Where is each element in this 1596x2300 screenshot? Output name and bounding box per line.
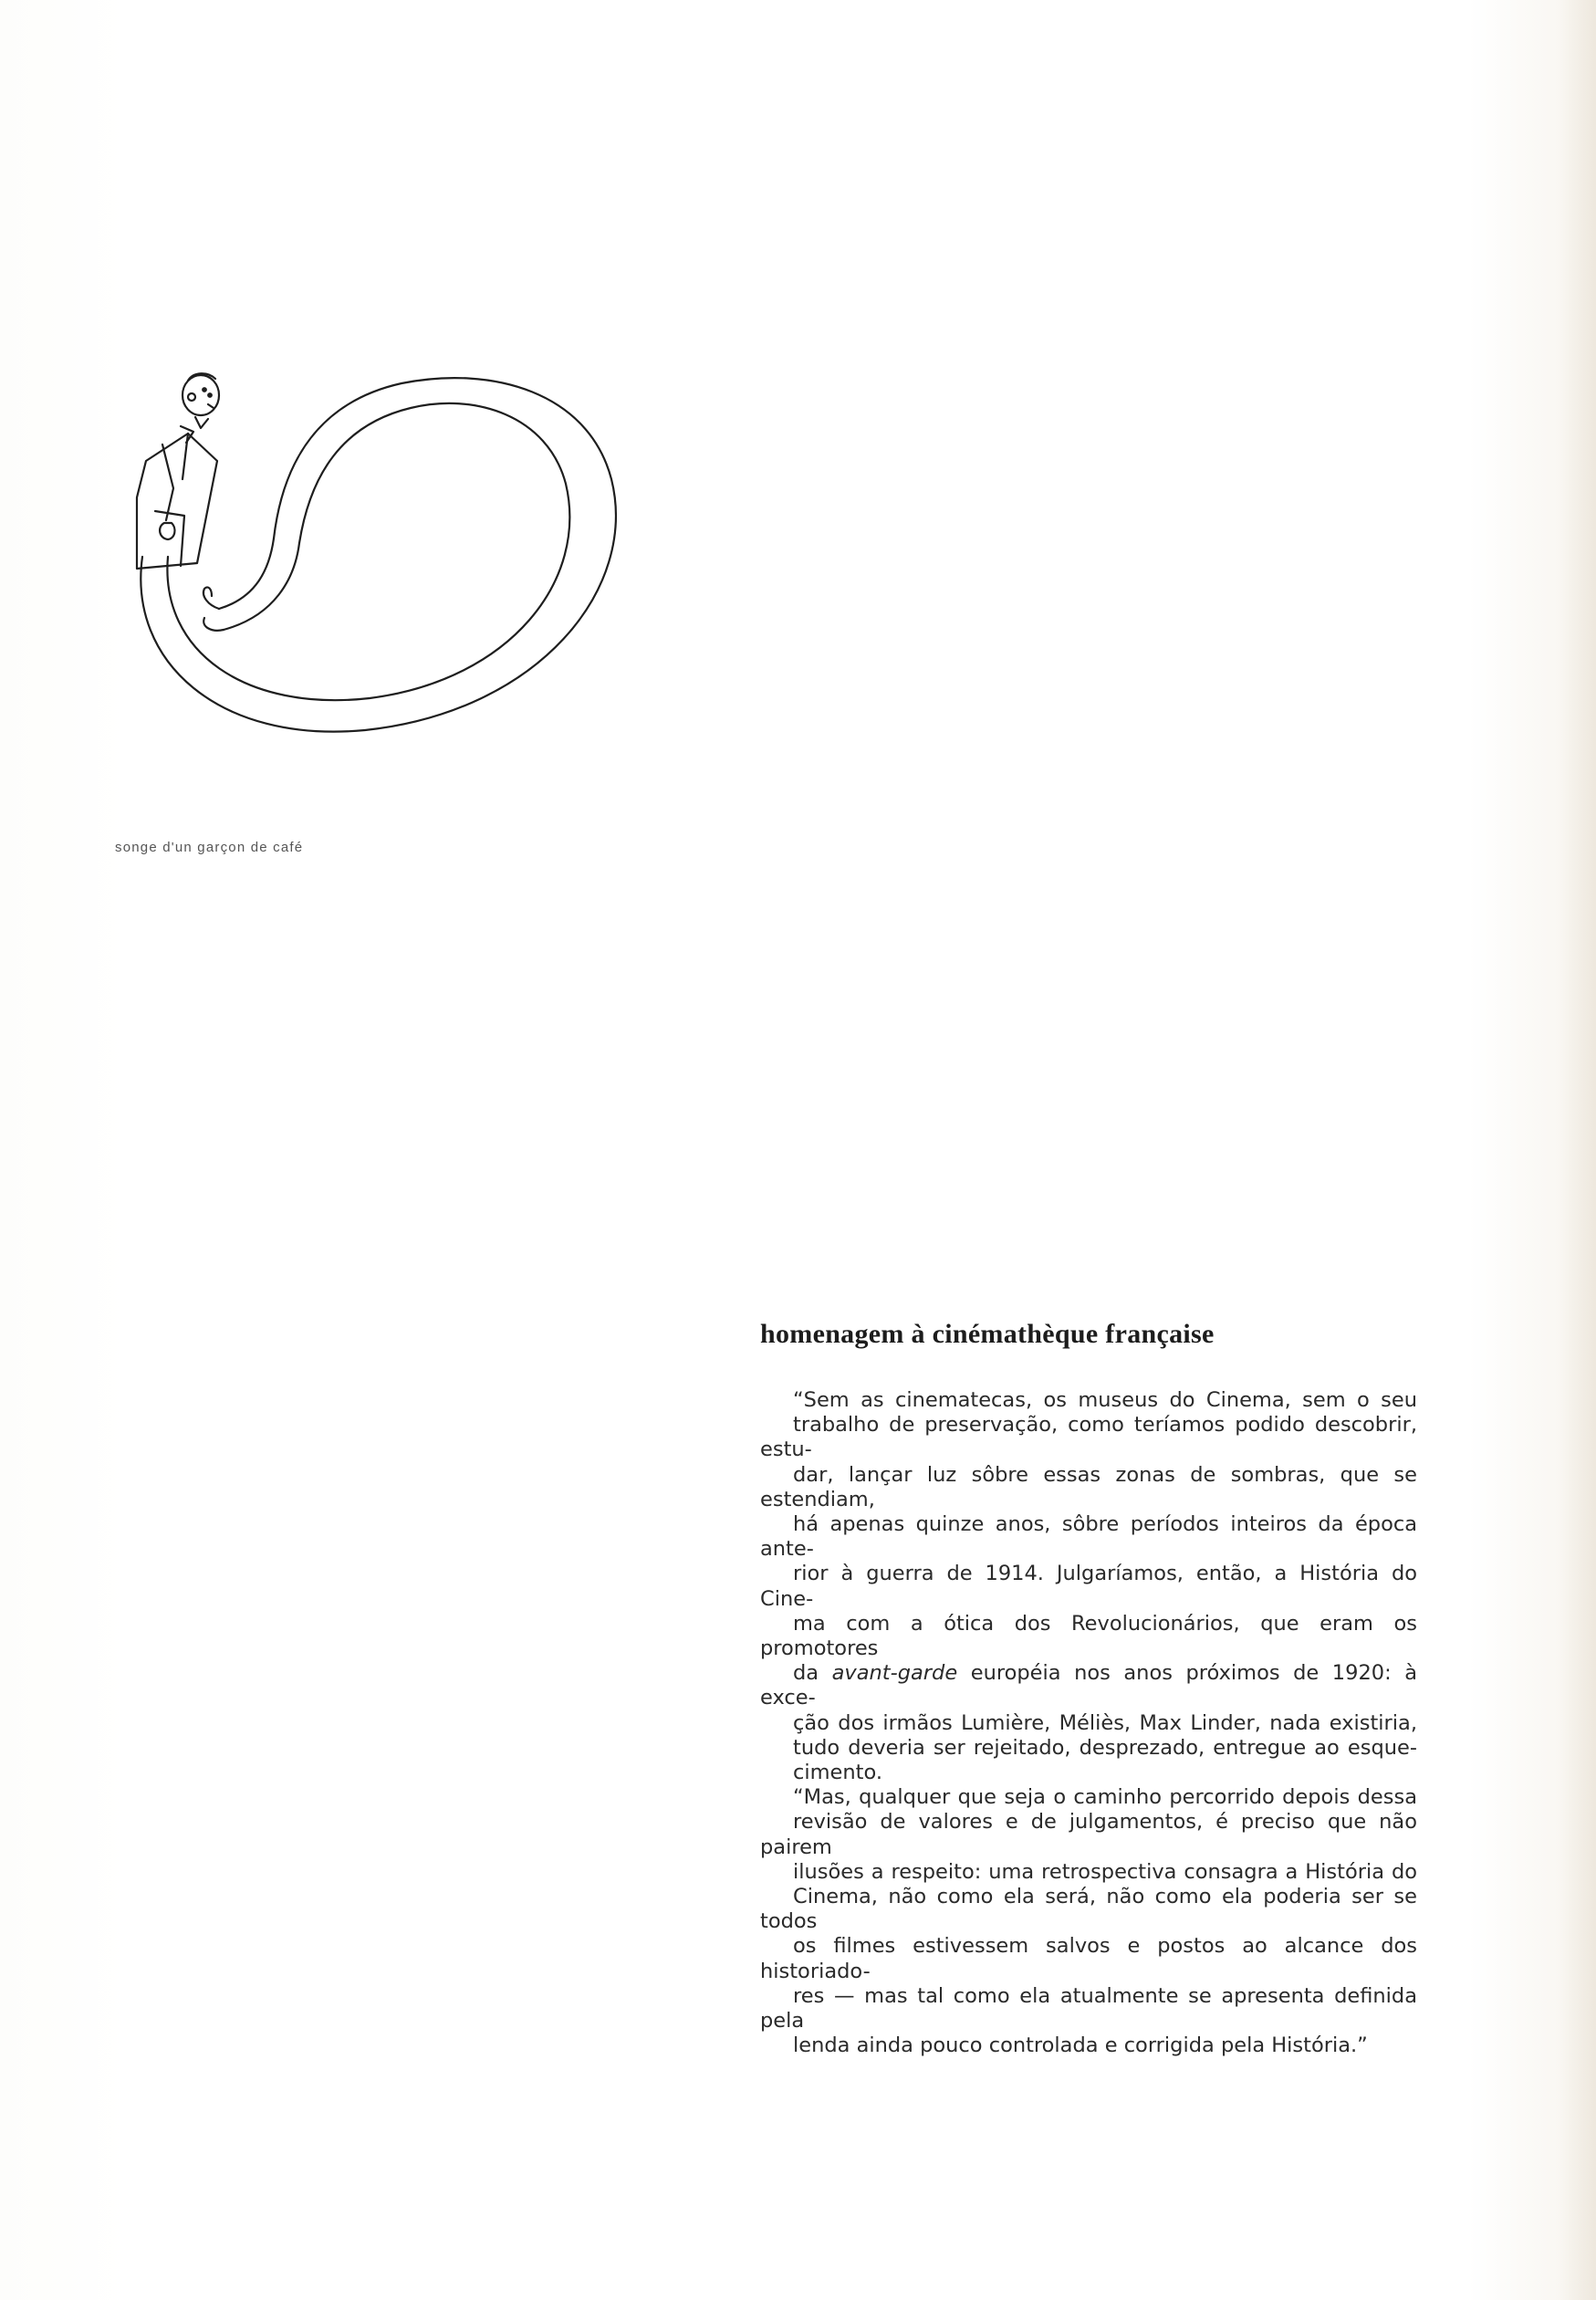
text-line: ção dos irmãos Lumière, Méliès, Max Linder, nada existiria, xyxy=(793,1710,1417,1735)
text-line: rior à guerra de 1914. Julgaríamos, então, a História do Cine- xyxy=(760,1562,1417,1611)
text-line: cimento. xyxy=(793,1761,882,1785)
text-line: “Sem as cinematecas, os museus do Cinema, sem o seu xyxy=(793,1388,1417,1412)
article xyxy=(760,1319,1417,2058)
text-line: res — mas tal como ela atualmente se apresenta definida pela xyxy=(760,1983,1417,2033)
text-line xyxy=(760,1661,1417,1710)
text-line: há apenas quinze anos, sôbre períodos inteiros da época ante- xyxy=(760,1512,1417,1562)
article-paragraph-2 xyxy=(760,1785,1417,2058)
text-line: tudo deveria ser rejeitado, desprezado, entregue ao esque- xyxy=(793,1735,1417,1760)
text-line: lenda ainda pouco controlada e corrigida pela História.” xyxy=(793,2033,1368,2058)
text-line: ilusões a respeito: uma retrospectiva consagra a História do xyxy=(793,1859,1417,1884)
text-fragment: européia nos anos próximos de 1920: à exce- xyxy=(760,1661,1417,1710)
text-line: os filmes estivessem salvos e postos ao alcance dos historiado- xyxy=(760,1934,1417,1983)
article-title: homenagem à cinémathèque française xyxy=(760,1319,1215,1349)
text-line: trabalho de preservação, como teríamos podido descobrir, estu- xyxy=(760,1413,1417,1462)
text-line: dar, lançar luz sôbre essas zonas de sombras, que se estendiam, xyxy=(760,1462,1417,1511)
page-edge-shadow xyxy=(1559,0,1596,2300)
italic-term: avant-garde xyxy=(831,1661,958,1686)
illustration-caption: songe d'un garçon de café xyxy=(115,840,304,855)
waiter-dream-illustration xyxy=(110,361,639,762)
text-line: Cinema, não como ela será, não como ela poderia ser se todos xyxy=(760,1885,1417,1934)
text-line: ma com a ótica dos Revolucionários, que eram os promotores xyxy=(760,1611,1417,1661)
article-paragraph-1 xyxy=(760,1388,1417,1785)
text-line: “Mas, qualquer que seja o caminho percorrido depois dessa xyxy=(793,1785,1417,1810)
text-fragment: da xyxy=(793,1661,832,1686)
text-line: revisão de valores e de julgamentos, é preciso que não pairem xyxy=(760,1810,1417,1859)
